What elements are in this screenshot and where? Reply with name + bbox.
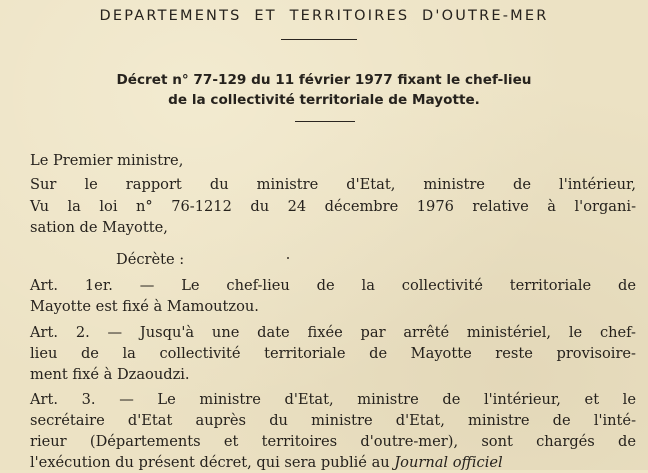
article-3-line-1: Art. 3. — Le ministre d'Etat, ministre de l'intérieur, et le	[30, 391, 636, 408]
preamble-law-line-2: sation de Mayotte,	[30, 219, 168, 236]
article-2-line-3: ment fixé à Dzaoudzi.	[30, 366, 190, 383]
article-1-line-1: Art. 1er. — Le chef-lieu de la collectivité territoriale de	[30, 277, 636, 294]
preamble-law-line-1: Vu la loi n° 76-1212 du 24 décembre 1976 relative à l'organi-	[30, 198, 636, 215]
article-1-line-2: Mayotte est fixé à Mamoutzou.	[30, 298, 259, 315]
article-3-line-4-text: l'exécution du présent décret, qui sera publié au	[30, 454, 395, 471]
print-speck	[287, 257, 289, 259]
preamble-report: Sur le rapport du ministre d'Etat, ministre de l'intérieur,	[30, 176, 636, 193]
decree-title-line-1: Décret n° 77-129 du 11 février 1977 fixant le chef-lieu	[116, 72, 532, 88]
decree-title	[0, 70, 648, 110]
journal-officiel: Journal officiel	[394, 454, 503, 471]
article-3-line-2: secrétaire d'Etat auprès du ministre d'Etat, ministre de l'inté-	[30, 412, 636, 429]
article-2-line-2: lieu de la collectivité territoriale de Mayotte reste provisoire-	[30, 345, 636, 362]
article-3-line-3: rieur (Départements et territoires d'outre-mer), sont chargés de	[30, 433, 636, 450]
article-2-line-1: Art. 2. — Jusqu'à une date fixée par arrêté ministériel, le chef-	[30, 324, 636, 341]
decree-divider	[295, 121, 355, 122]
decree-title-line-2: de la collectivité territoriale de Mayotte.	[168, 92, 480, 108]
preamble-issuer: Le Premier ministre,	[30, 152, 184, 169]
title-divider	[281, 39, 357, 40]
preamble-decrees: Décrète :	[116, 251, 185, 268]
section-title: DEPARTEMENTS ET TERRITOIRES D'OUTRE-MER	[99, 8, 549, 24]
